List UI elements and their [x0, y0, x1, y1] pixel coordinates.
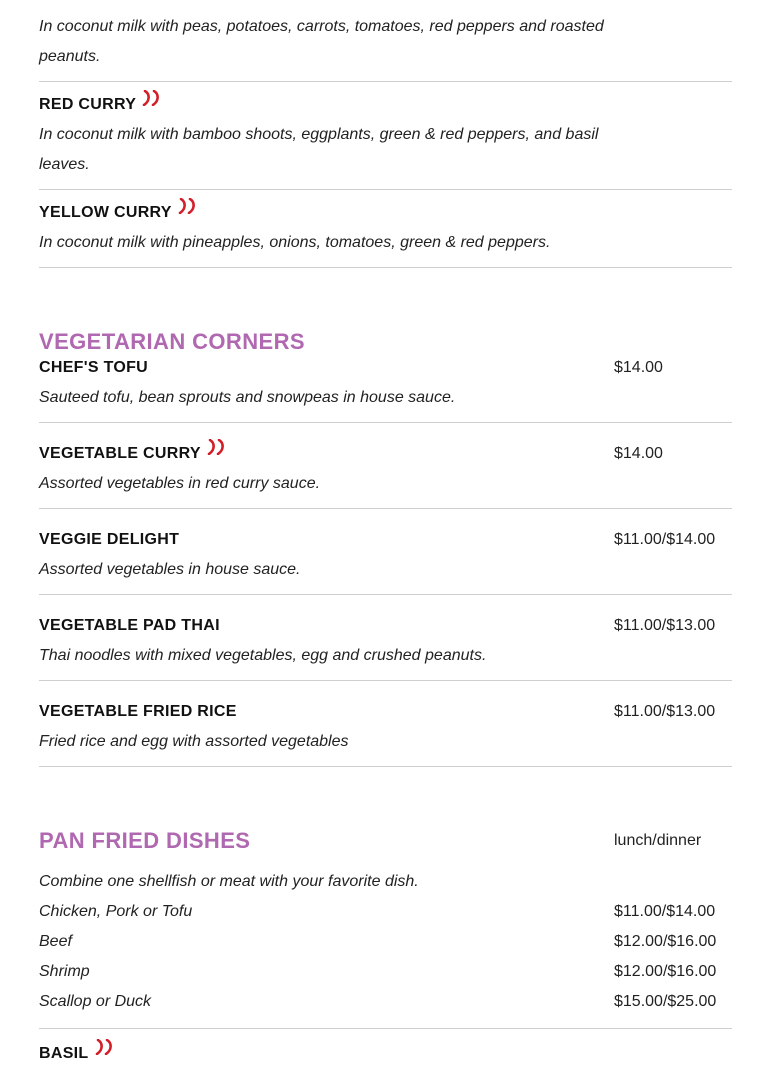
option-name: Scallop or Duck	[39, 993, 152, 1010]
item-name	[39, 1045, 115, 1062]
option-row	[39, 897, 732, 927]
item-name: VEGETABLE PAD THAI	[39, 617, 220, 634]
option-name: Shrimp	[39, 963, 90, 980]
item-description: In coconut milk with pineapples, onions, tomatoes, green & red peppers.	[39, 234, 551, 251]
option-price: $12.00/$16.00	[614, 963, 717, 980]
item-name: CHEF'S TOFU	[39, 359, 149, 376]
menu-page	[39, 0, 732, 1069]
chili-pepper-icon	[178, 198, 198, 214]
pan-fried-options	[39, 867, 732, 1029]
option-row	[39, 987, 732, 1017]
item-description: Assorted vegetables in house sauce.	[39, 561, 301, 578]
item-description: Assorted vegetables in red curry sauce.	[39, 475, 321, 492]
option-name: Chicken, Pork or Tofu	[39, 903, 193, 920]
item-price: $14.00	[614, 359, 663, 376]
menu-item	[39, 509, 732, 595]
item-name	[39, 198, 732, 228]
item-price: $11.00/$13.00	[614, 703, 716, 720]
curry-list	[39, 0, 732, 268]
item-name: VEGGIE DELIGHT	[39, 531, 180, 548]
option-price: $11.00/$14.00	[614, 903, 716, 920]
option-price: $12.00/$16.00	[614, 933, 717, 950]
menu-item	[39, 190, 732, 268]
item-price: $11.00/$14.00	[614, 531, 716, 548]
intro-text: Combine one shellfish or meat with your favorite dish.	[39, 873, 419, 890]
item-name-text: YELLOW CURRY	[39, 204, 172, 221]
chili-pepper-icon	[142, 90, 162, 106]
item-name-text: BASIL	[39, 1045, 89, 1062]
menu-item	[39, 0, 732, 82]
item-description: Sauteed tofu, bean sprouts and snowpeas in house sauce.	[39, 389, 456, 406]
item-name: VEGETABLE FRIED RICE	[39, 703, 237, 720]
item-price: $14.00	[614, 445, 663, 462]
pan-fried-intro	[39, 867, 732, 897]
menu-item	[39, 82, 732, 190]
section-header	[39, 767, 732, 866]
section-title-pan-fried: PAN FRIED DISHES	[39, 828, 251, 853]
divider	[39, 1017, 732, 1029]
menu-item	[39, 347, 732, 423]
item-name	[39, 90, 732, 120]
chili-pepper-icon	[95, 1039, 115, 1055]
menu-item	[39, 423, 732, 509]
item-name-text: VEGETABLE CURRY	[39, 445, 201, 462]
option-price: $15.00/$25.00	[614, 993, 717, 1010]
option-row	[39, 927, 732, 957]
option-row	[39, 957, 732, 987]
vegetarian-list	[39, 347, 732, 767]
option-name: Beef	[39, 933, 72, 950]
item-description: Thai noodles with mixed vegetables, egg and crushed peanuts.	[39, 647, 487, 664]
item-description: In coconut milk with bamboo shoots, eggplants, green & red peppers, and basil leaves.	[39, 126, 599, 173]
item-description: In coconut milk with peas, potatoes, carrots, tomatoes, red peppers and roasted peanuts.	[39, 18, 604, 65]
item-name	[39, 0, 732, 12]
section-title-vegetarian: VEGETARIAN CORNERS	[39, 329, 305, 354]
menu-item	[39, 1029, 732, 1069]
menu-item	[39, 595, 732, 681]
section-header	[39, 268, 732, 354]
chili-pepper-icon	[207, 439, 227, 455]
item-description: Fried rice and egg with assorted vegetables	[39, 733, 349, 750]
menu-item	[39, 681, 732, 767]
item-name-text: RED CURRY	[39, 96, 137, 113]
price-column-note: lunch/dinner	[614, 832, 702, 849]
item-price: $11.00/$13.00	[614, 617, 716, 634]
